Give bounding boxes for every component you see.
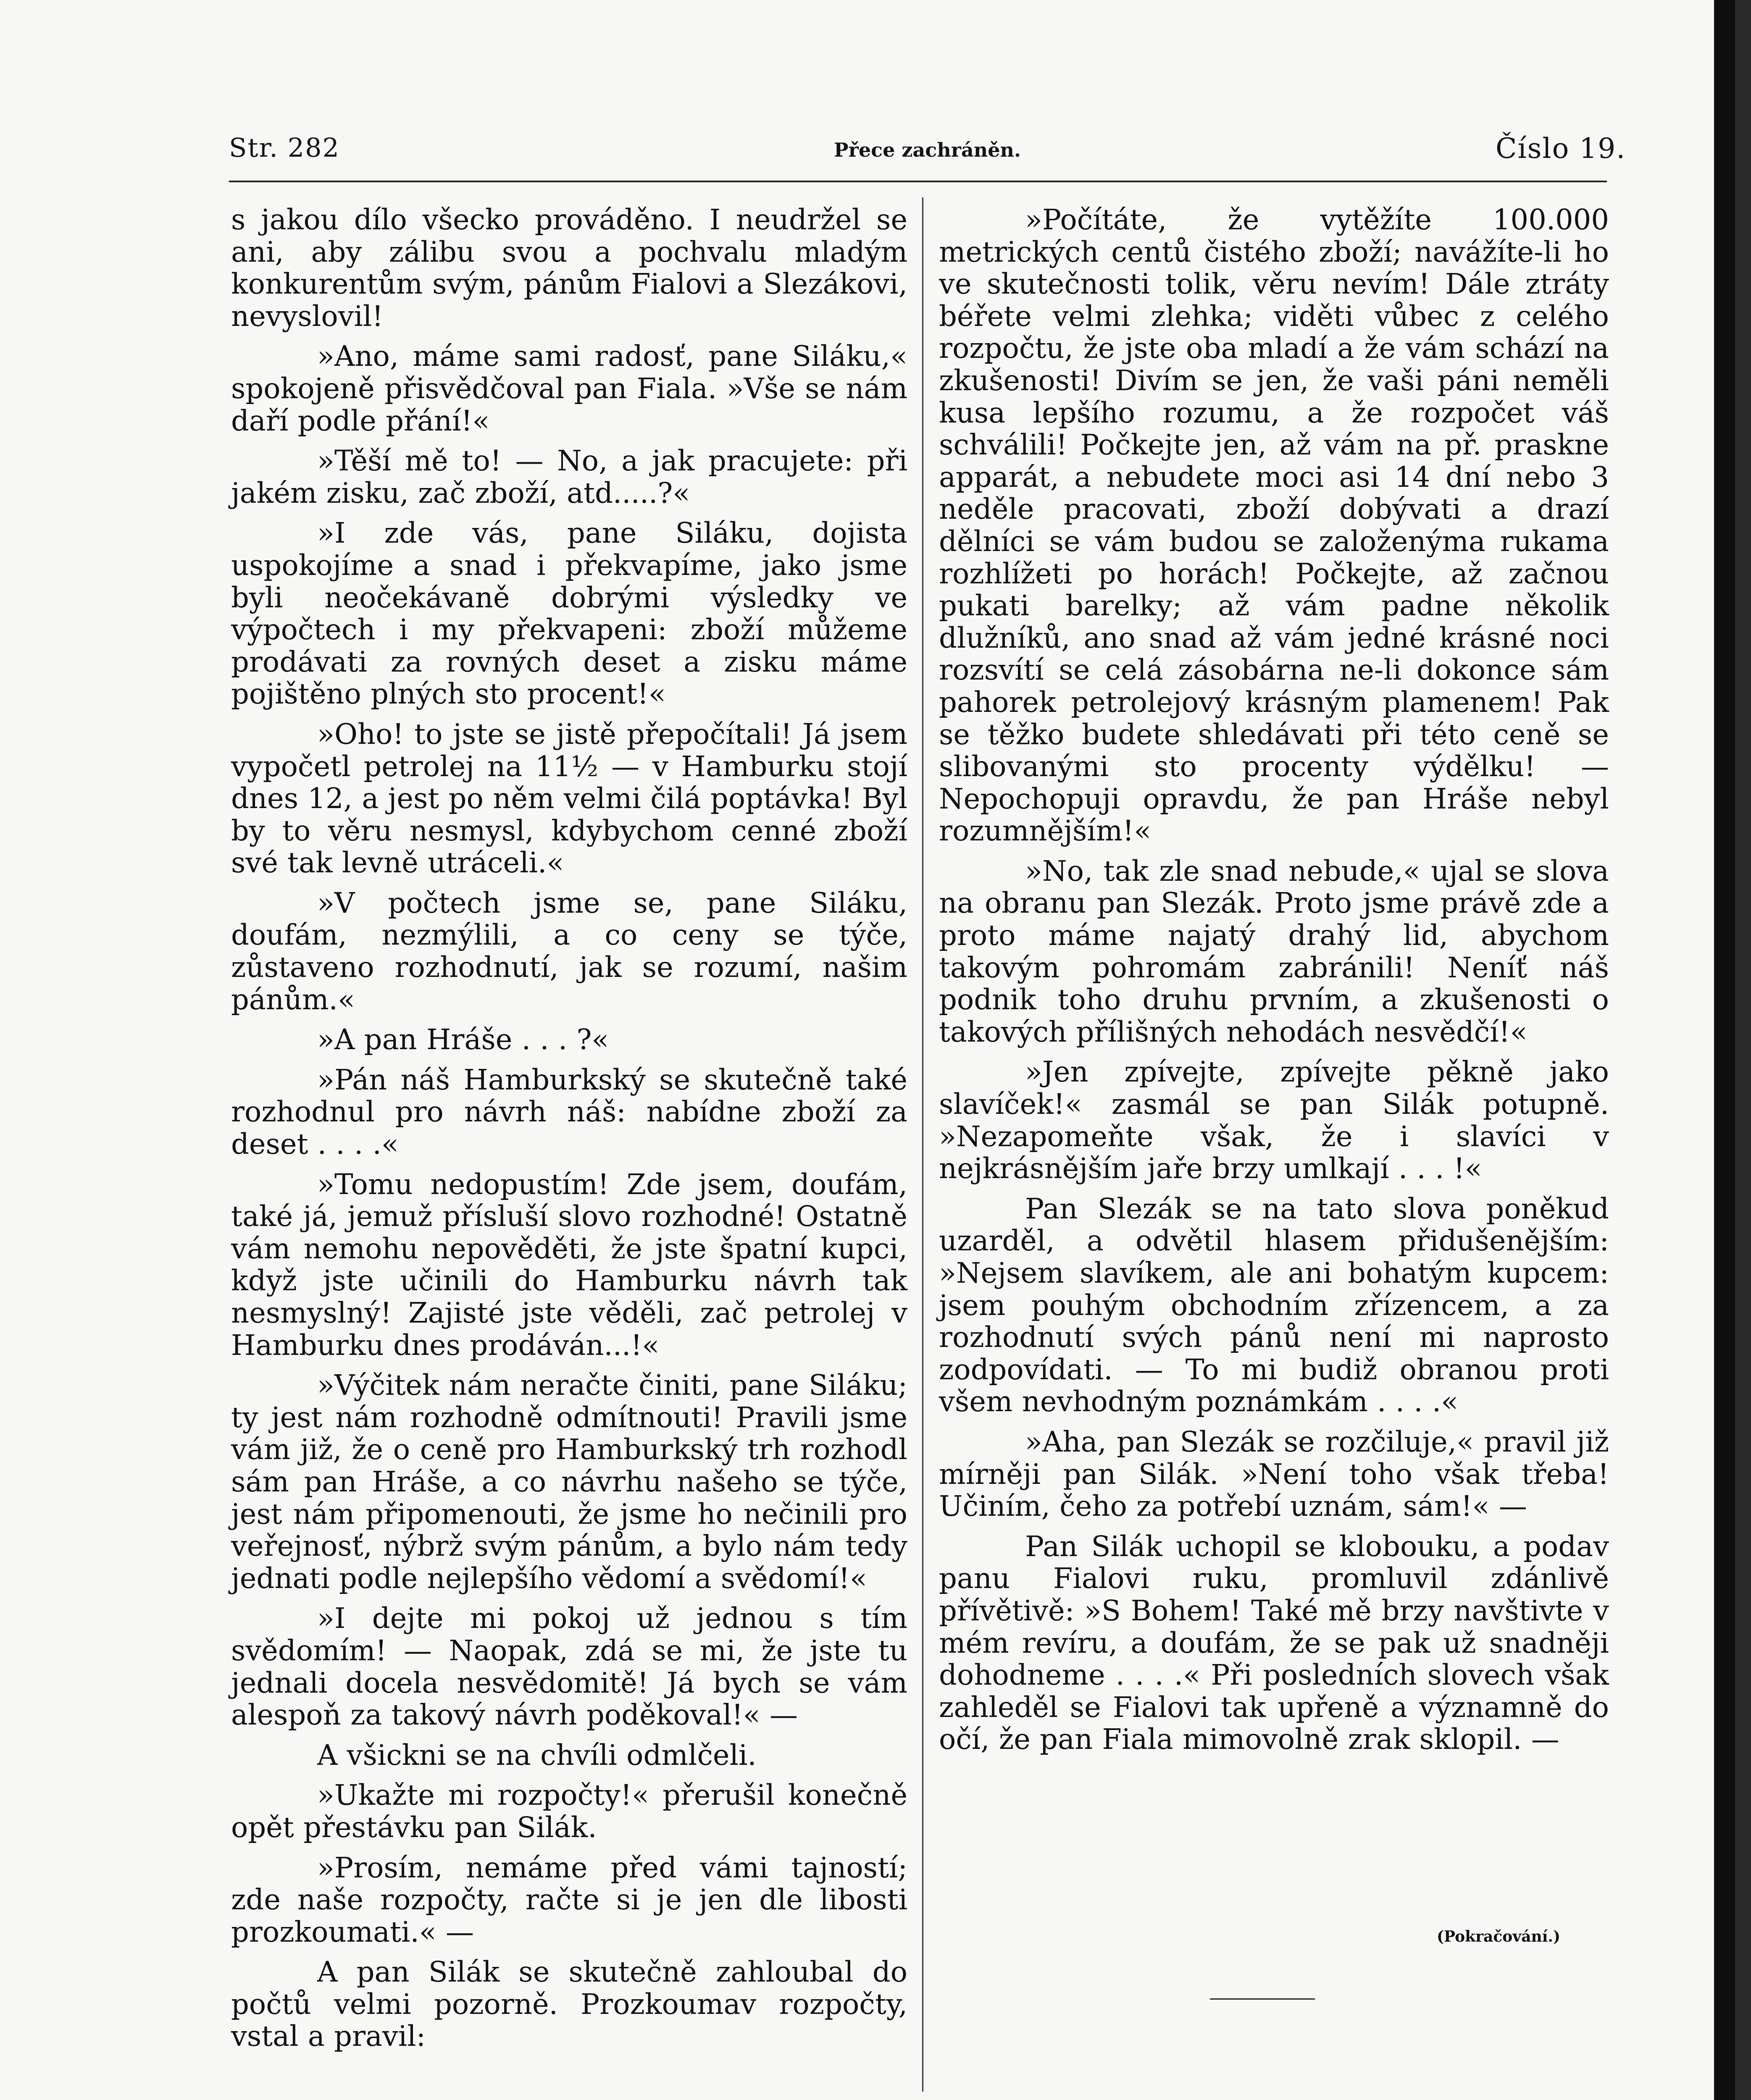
- paragraph: »Tomu nedopustím! Zde jsem, doufám, také já, jemuž přísluší slovo rozhodné! Ostatně vám nemohu nepověděti, že jste špatní kupci, když jste učinili do Hamburku návrh tak nesmyslný! Zajisté jste věděli, zač petrolej v Hamburku dnes prodáván...!«: [231, 1168, 907, 1362]
- paragraph: »No, tak zle snad nebude,« ujal se slova na obranu pan Slezák. Proto jsme právě zde a proto máme najatý drahý lid, abychom takovým pohromám zabránili! Neníť náš podnik toho druhu prvním, a zkušenosti o takových přílišných nehodách nesvědčí!«: [939, 854, 1609, 1048]
- running-title: Přece zachráněn.: [834, 139, 1021, 161]
- paragraph: »Výčitek nám neračte činiti, pane Siláku; ty jest nám rozhodně odmítnouti! Pravili jsme vám již, že o ceně pro Hamburkský trh rozhodl sám pan Hráše, a co návrhu našeho se týče, jest nám připomenouti, že jsme ho nečinili pro veřejnosť, nýbrž svým pánům, a bylo nám tedy jednati podle nejlepšího vědomí a svědomí!«: [231, 1369, 907, 1595]
- paragraph: A všickni se na chvíli odmlčeli.: [317, 1738, 757, 1772]
- left-column: [231, 204, 907, 2061]
- scan-edge-shadow-outer: [1735, 0, 1751, 2100]
- paragraph: »I zde vás, pane Siláku, dojista uspokojíme a snad i překvapíme, jako jsme byli neočekávaně dobrými výsledky ve výpočtech i my překvapeni: zboží můžeme prodávati za rovných deset a zisku máme pojištěno plných sto procent!«: [231, 517, 907, 711]
- paragraph: »Počítáte, že vytěžíte 100.000 metrických centů čistého zboží; navážíte-li ho ve skutečnosti tolik, věru nevím! Dále ztráty béřete velmi zlehka; viděti vůbec z celého rozpočtu, že jste oba mladí a že vám schází na zkušenosti! Divím se jen, že vaši páni neměli kusa lepšího rozumu, a že rozpočet váš schválili! Počkejte jen, až vám na př. praskne apparát, a nebudete moci asi 14 dní nebo 3 neděle pracovati, zboží dobývati a drazí dělníci se vám budou se založenýma rukama rozhlížeti po horách! Počkejte, až začnou pukati barelky; až vám padne několik dlužníků, ano snad až vám jedné krásné noci rozsvítí se celá zásobárna ne-li dokonce sám pahorek petrolejový krásným plamenem! Pak se těžko budete shledávati při této ceně se slibovanými sto procenty výdělku! — Nepochopuji opravdu, že pan Hráše nebyl rozumnějším!«: [939, 203, 1609, 848]
- paragraph: »Těší mě to! — No, a jak pracujete: při jakém zisku, zač zboží, atd.....?«: [231, 444, 907, 509]
- paragraph: Pan Silák uchopil se klobouku, a podav panu Fialovi ruku, promluvil zdánlivě přívětivě: »S Bohem! Také mě brzy navštivte v mém revíru, a doufám, že se pak už snadněji dohodneme . . . .« Při posledních slovech však zahleděl se Fialovi tak upřeně a významně do očí, že pan Fiala mimovolně zrak sklopil. —: [939, 1530, 1609, 1756]
- issue-number: Číslo 19.: [1496, 132, 1626, 165]
- closing-divider: [1210, 1998, 1315, 2000]
- paragraph: »Oho! to jste se jistě přepočítali! Já jsem vypočetl petrolej na 11½ — v Hamburku stojí dnes 12, a jest po něm velmi čilá poptávka! Byl by to věru nesmysl, kdybychom cenné zboží své tak levně utráceli.«: [231, 717, 907, 879]
- header-divider: [229, 181, 1607, 182]
- paragraph: »Ukažte mi rozpočty!« přerušil konečně opět přestávku pan Silák.: [231, 1779, 907, 1844]
- paragraph: A pan Silák se skutečně zahloubal do počtů velmi pozorně. Prozkoumav rozpočty, vstal a pravil:: [231, 1956, 907, 2053]
- paragraph: »Aha, pan Slezák se rozčiluje,« pravil již mírněji pan Silák. »Není toho však třeba! Učiním, čeho za potřebí uznám, sám!« —: [939, 1425, 1609, 1523]
- paragraph: s jakou dílo všecko prováděno. I neudržel se ani, aby zálibu svou a pochvalu mladým konkurentům svým, pánům Fialovi a Slezákovi, nevyslovil!: [231, 203, 907, 333]
- column-divider: [922, 197, 923, 2092]
- right-column: [939, 204, 1609, 1764]
- paragraph: »I dejte mi pokoj už jednou s tím svědomím! — Naopak, zdá se mi, že jste tu jednali docela nesvědomitě! Já bych se vám alespoň za takový návrh poděkoval!« —: [231, 1602, 907, 1732]
- paragraph: Pan Slezák se na tato slova poněkud uzarděl, a odvětil hlasem přidušenějším: »Nejsem slavíkem, ale ani bohatým kupcem: jsem pouhým obchodním zřízencem, a za rozhodnutí svých pánů není mi naprosto zodpovídati. — To mi budiž obranou proti všem nevhodným poznámkám . . . .«: [939, 1192, 1609, 1418]
- paragraph: »Jen zpívejte, zpívejte pěkně jako slavíček!« zasmál se pan Silák potupně. »Nezapomeňte však, že i slavíci v nejkrásnějším jaře brzy umlkají . . . !«: [939, 1055, 1609, 1185]
- paragraph: »Ano, máme sami radosť, pane Siláku,« spokojeně přisvědčoval pan Fiala. »Vše se nám daří podle přání!«: [231, 340, 907, 437]
- continuation-note: (Pokračování.): [1437, 1928, 1560, 1945]
- page-number: Str. 282: [229, 132, 340, 163]
- paragraph: »Pán náš Hamburkský se skutečně také rozhodnul pro návrh náš: nabídne zboží za deset . . . .«: [231, 1063, 907, 1161]
- paragraph: »A pan Hráše . . . ?«: [317, 1023, 609, 1056]
- paragraph: »Prosím, nemáme před vámi tajností; zde naše rozpočty, račte si je jen dle libosti prozkoumati.« —: [231, 1851, 907, 1948]
- paragraph: »V počtech jsme se, pane Siláku, doufám, nezmýlili, a co ceny se týče, zůstaveno rozhodnutí, jak se rozumí, našim pánům.«: [231, 886, 907, 1016]
